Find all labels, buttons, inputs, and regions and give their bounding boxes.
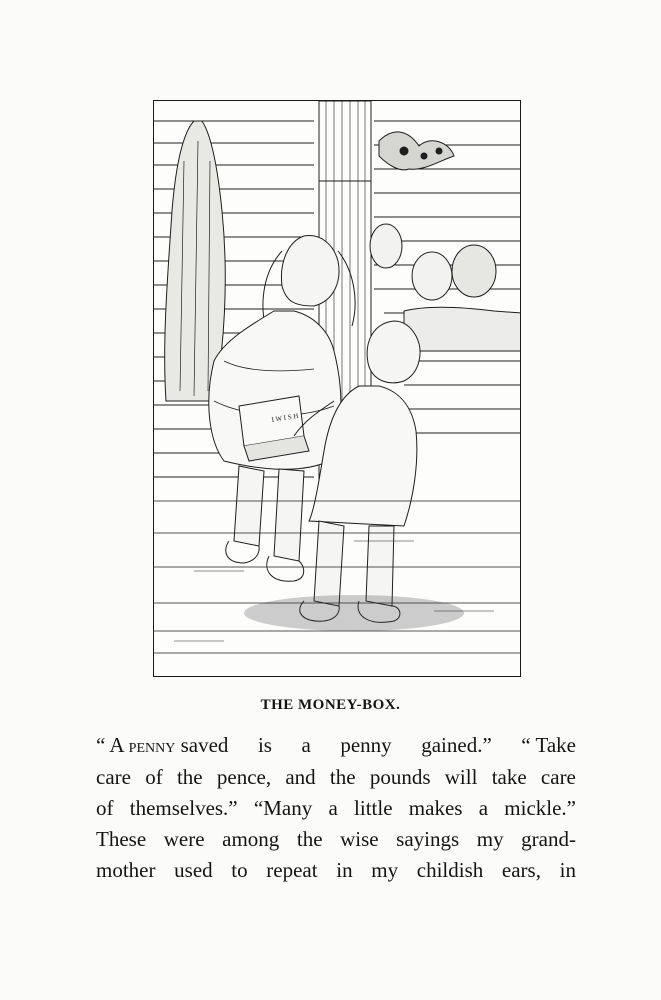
word: ears, bbox=[501, 858, 541, 882]
text-line-4 bbox=[96, 824, 576, 855]
word: in bbox=[336, 858, 353, 882]
word: grand- bbox=[521, 827, 576, 851]
word: to bbox=[231, 858, 248, 882]
word: in bbox=[559, 858, 576, 882]
word: a bbox=[478, 796, 489, 820]
word: among bbox=[222, 827, 280, 851]
word: of bbox=[96, 796, 114, 820]
word: themselves.” bbox=[129, 796, 238, 820]
word: of bbox=[145, 765, 163, 789]
word: pence, bbox=[216, 765, 272, 789]
body-text bbox=[96, 730, 576, 886]
word: were bbox=[163, 827, 205, 851]
word: a bbox=[301, 733, 311, 757]
word: the bbox=[296, 827, 323, 851]
word: wise bbox=[340, 827, 379, 851]
word: my bbox=[371, 858, 399, 882]
word: “ Take bbox=[521, 733, 576, 757]
text-line-5 bbox=[96, 855, 576, 886]
money-box bbox=[239, 396, 309, 461]
word: will bbox=[444, 765, 478, 789]
money-box-label: I W I S H bbox=[271, 411, 299, 424]
word: These bbox=[96, 827, 147, 851]
word: is bbox=[257, 733, 272, 757]
word: makes bbox=[408, 796, 463, 820]
word: care bbox=[540, 765, 576, 789]
engraving-artwork bbox=[154, 101, 521, 677]
text-line-1 bbox=[96, 730, 576, 762]
money-box-engraving bbox=[153, 100, 521, 677]
word: repeat bbox=[266, 858, 318, 882]
holly-sprig bbox=[379, 132, 454, 170]
word: the bbox=[176, 765, 203, 789]
word: mother bbox=[96, 858, 156, 882]
word: my bbox=[476, 827, 504, 851]
word: a bbox=[328, 796, 338, 820]
word: used bbox=[174, 858, 213, 882]
word: gained.” bbox=[421, 733, 492, 757]
word: mickle.” bbox=[504, 796, 576, 820]
illustration-caption: THE MONEY-BOX. bbox=[260, 697, 401, 713]
text-line-2 bbox=[96, 762, 576, 793]
word: penny bbox=[340, 733, 392, 757]
word-small-caps: penny bbox=[128, 736, 176, 757]
word: and bbox=[285, 765, 316, 789]
word: little bbox=[354, 796, 393, 820]
word: pounds bbox=[369, 765, 431, 789]
word: take bbox=[491, 765, 527, 789]
word: “ A bbox=[96, 733, 129, 757]
word: “Many bbox=[253, 796, 313, 820]
word: childish bbox=[416, 858, 484, 882]
text-line-3 bbox=[96, 793, 576, 824]
word: the bbox=[329, 765, 356, 789]
word: sayings bbox=[396, 827, 460, 851]
word: care bbox=[96, 765, 131, 789]
word: saved bbox=[175, 733, 229, 757]
